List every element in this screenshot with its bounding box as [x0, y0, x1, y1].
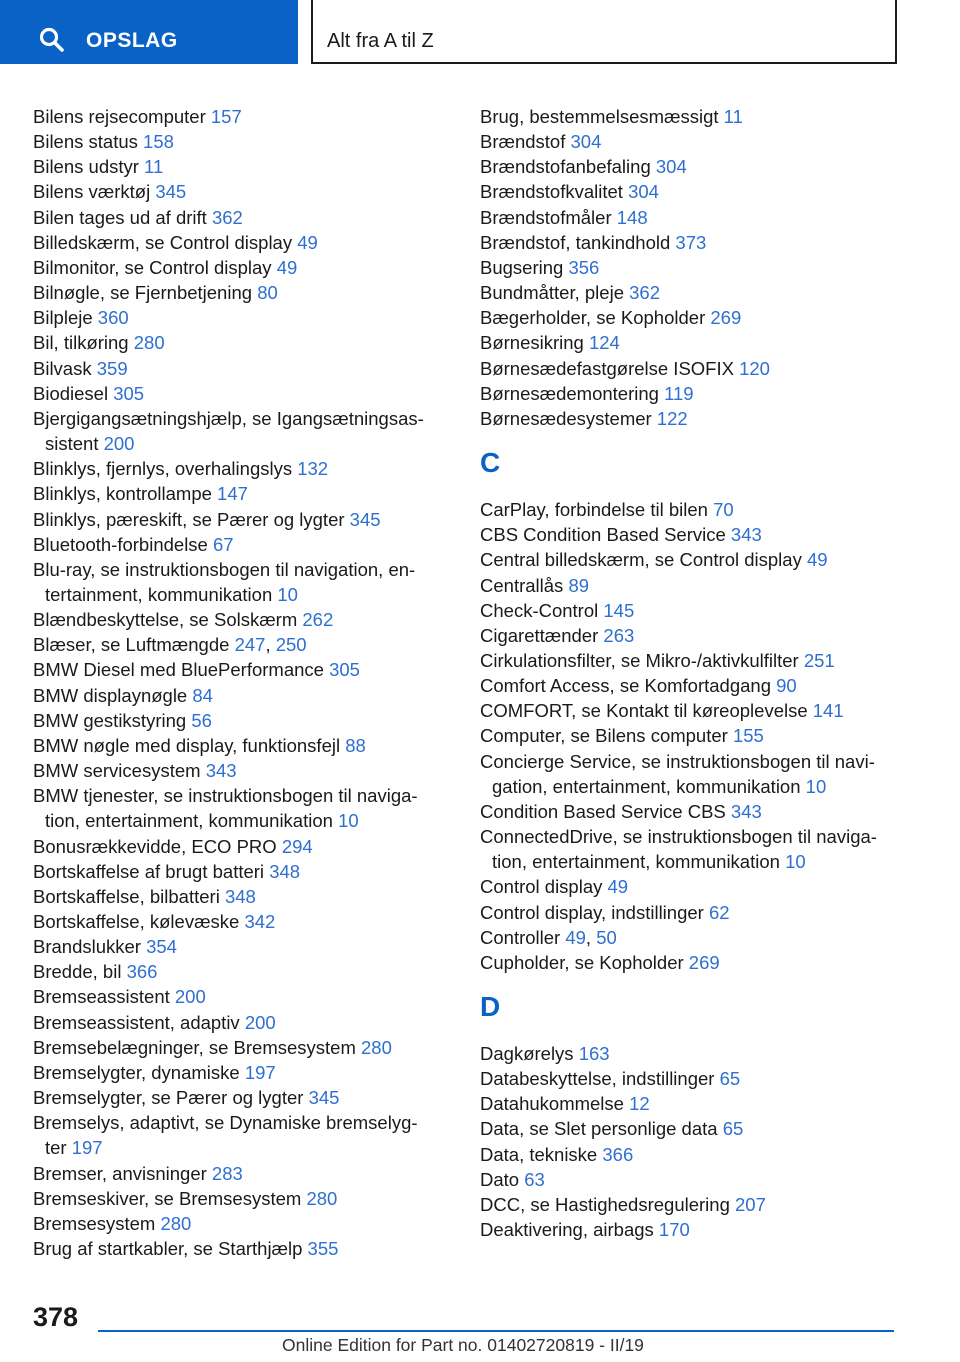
index-entry — [33, 733, 453, 758]
index-entry — [480, 1041, 900, 1066]
index-entry — [480, 205, 900, 230]
footer-divider — [98, 1330, 894, 1332]
page-header — [0, 0, 960, 66]
index-entry — [33, 834, 453, 859]
index-term: Billedskærm, se Control display — [33, 231, 298, 253]
page-ref-link[interactable]: 84 — [192, 684, 213, 706]
page-ref-link[interactable]: 141 — [812, 700, 844, 722]
index-entry — [33, 884, 453, 909]
page-ref-link[interactable]: 89 — [568, 574, 590, 596]
index-entry — [33, 255, 453, 280]
page-ref-link[interactable]: 50 — [596, 926, 617, 948]
index-term: Bilmonitor, se Control display — [33, 256, 277, 278]
page-ref-link[interactable]: 90 — [776, 675, 797, 697]
index-entry — [33, 934, 453, 959]
index-term: Brændstofkvalitet — [480, 181, 629, 203]
index-entry — [480, 1192, 900, 1217]
page-ref-link[interactable]: 163 — [578, 1043, 610, 1064]
index-term: COMFORT, se Kontakt til køreoplevelse — [480, 700, 813, 722]
index-term: Bremselys, adaptivt, se Dynamiske bremselyg- — [33, 1112, 418, 1134]
index-entry — [492, 849, 900, 874]
index-entry — [45, 431, 453, 456]
index-term: Datahukommelse — [480, 1093, 630, 1115]
page-ref-link[interactable]: 65 — [719, 1068, 741, 1090]
page-ref-link[interactable]: 360 — [97, 307, 129, 329]
page-ref-link[interactable]: 269 — [688, 951, 720, 973]
page-ref-link[interactable]: 263 — [603, 624, 635, 646]
index-entry — [33, 1236, 453, 1261]
index-entry — [33, 557, 453, 582]
index-term: Bremseassistent — [33, 986, 175, 1008]
page-ref-link[interactable]: 304 — [628, 181, 659, 203]
index-term: Cirkulationsfilter, se Mikro-/aktivkulfilter — [480, 649, 804, 671]
index-column-left — [33, 104, 453, 1261]
index-term: Brug, bestemmelsesmæssigt — [480, 106, 724, 127]
index-entry — [33, 657, 453, 682]
page-ref-link[interactable]: 157 — [210, 106, 242, 127]
index-entry — [33, 179, 453, 204]
index-term: Brug af startkabler, se Starthjælp — [33, 1238, 308, 1260]
page-ref-link[interactable]: 10 — [338, 810, 359, 832]
index-entry — [480, 900, 900, 925]
page-ref-link[interactable]: 247 — [234, 634, 266, 656]
page-ref-link[interactable]: 148 — [616, 206, 648, 228]
index-entry — [480, 406, 900, 431]
page-ref-link[interactable]: 280 — [361, 1036, 392, 1058]
page-ref-link[interactable]: 155 — [732, 725, 764, 747]
index-entry — [33, 909, 453, 934]
section-title: Alt fra A til Z — [327, 30, 434, 52]
page-ref-link[interactable]: 250 — [275, 634, 307, 656]
index-entry — [480, 280, 900, 305]
page-ref-link[interactable]: 62 — [708, 901, 730, 923]
index-term: Deaktivering, airbags — [480, 1219, 659, 1241]
index-term: BMW nøgle med display, funktionsfejl — [33, 734, 346, 756]
page-ref-link[interactable]: 280 — [133, 332, 165, 354]
index-entry — [480, 356, 900, 381]
index-entry — [480, 1116, 900, 1141]
index-term: Dagkørelys — [480, 1043, 579, 1064]
index-entry — [33, 959, 453, 984]
index-entry — [480, 179, 900, 204]
index-entry — [480, 623, 900, 648]
index-entry — [45, 1135, 453, 1160]
footer-edition: Online Edition for Part no. 01402720819 - II/19 — [282, 1335, 644, 1355]
index-term: Bonusrækkevidde, ECO PRO — [33, 835, 282, 857]
index-entry — [33, 708, 453, 733]
index-term: Bil, tilkøring — [33, 332, 134, 354]
search-icon — [38, 26, 66, 54]
page-ref-link[interactable]: 304 — [655, 156, 687, 178]
index-term: Børnesædemontering — [480, 382, 665, 404]
index-term: Bremseskiver, se Bremsesystem — [33, 1187, 307, 1209]
page-ref-link[interactable]: 342 — [244, 911, 276, 932]
index-entry — [480, 723, 900, 748]
index-term: Blinklys, fjernlys, overhalingslys — [33, 458, 298, 480]
index-entry — [33, 758, 453, 783]
index-entry — [480, 547, 900, 572]
index-term: Blæser, se Luftmængde — [33, 634, 235, 656]
opslag-tab[interactable] — [0, 0, 298, 64]
index-term: Børnesædefastgørelse ISOFIX — [480, 357, 740, 379]
page-ref-link[interactable]: 348 — [224, 885, 256, 907]
index-entry — [33, 1010, 453, 1035]
index-term: Børnesikring — [480, 332, 589, 354]
page-ref-link[interactable]: 366 — [126, 961, 158, 983]
index-term: Bilen tages ud af drift — [33, 206, 212, 228]
index-term: CBS Condition Based Service — [480, 524, 731, 546]
index-term: Bremsesystem — [33, 1212, 161, 1234]
page-ref-link[interactable]: 366 — [602, 1143, 634, 1165]
page-ref-link[interactable]: 170 — [658, 1219, 690, 1241]
index-term: Cigarettænder — [480, 624, 604, 646]
index-entry — [480, 129, 900, 154]
index-term: Bluetooth-forbindelse — [33, 533, 213, 555]
index-entry — [480, 255, 900, 280]
index-entry — [480, 673, 900, 698]
page-ref-link[interactable]: 119 — [664, 382, 694, 404]
index-entry: Controller 49, 50 — [480, 926, 617, 948]
index-term: Control display, indstillinger — [480, 901, 709, 923]
index-term: Computer, se Bilens computer — [480, 725, 733, 747]
index-entry — [480, 950, 900, 975]
index-entry — [33, 481, 453, 506]
index-entry — [33, 1211, 453, 1236]
index-term: Børnesædesystemer — [480, 407, 657, 429]
index-entry — [480, 824, 900, 849]
index-entry — [480, 230, 900, 255]
index-entry — [33, 330, 453, 355]
section-title-box — [311, 0, 897, 64]
index-entry — [480, 874, 900, 899]
index-term: Bilpleje — [33, 307, 98, 329]
index-term: Bilvask — [33, 357, 97, 379]
index-term: Check-Control — [480, 599, 604, 621]
index-entry — [480, 154, 900, 179]
index-entry: Blæser, se Luftmængde 247, 250 — [33, 634, 307, 656]
index-entry — [480, 1142, 900, 1167]
index-entry — [33, 532, 453, 557]
index-term: Brændstof, tankindhold — [480, 231, 676, 253]
index-term: Blinklys, pæreskift, se Pærer og lygter — [33, 508, 350, 530]
page-ref-link[interactable]: 269 — [710, 307, 742, 329]
page-ref-link[interactable]: 88 — [345, 734, 366, 756]
index-entry — [33, 783, 453, 808]
index-entry — [480, 749, 900, 774]
index-entry — [33, 1110, 453, 1135]
page-ref-link[interactable]: 200 — [174, 986, 206, 1008]
index-term: Brændstofmåler — [480, 206, 617, 228]
page-ref-link[interactable]: 207 — [735, 1193, 766, 1215]
index-entry — [33, 607, 453, 632]
page-ref-link[interactable]: 11 — [144, 156, 164, 178]
page-ref-link[interactable]: 251 — [803, 649, 835, 671]
page-ref-link[interactable]: 345 — [155, 181, 187, 203]
page-ref-link[interactable]: 120 — [739, 357, 770, 379]
index-term: sistent — [45, 433, 104, 455]
index-term: Bilens udstyr — [33, 156, 145, 178]
index-term: Blændbeskyttelse, se Solskærm — [33, 609, 303, 631]
index-term: Blu-ray, se instruktionsbogen til navigation, en- — [33, 558, 416, 580]
page-ref-link[interactable]: 49 — [276, 256, 298, 278]
index-term: Cupholder, se Kopholder — [480, 951, 689, 973]
index-letter-heading: C — [480, 447, 501, 479]
index-entry — [492, 774, 900, 799]
page-ref-link[interactable]: 362 — [629, 282, 660, 304]
page-ref-link[interactable]: 158 — [143, 131, 174, 153]
page-ref-link[interactable]: 262 — [302, 609, 334, 631]
index-term: Bortskaffelse, kølevæske — [33, 911, 245, 932]
index-letter-heading: D — [480, 991, 501, 1022]
page-ref-link[interactable]: 354 — [146, 936, 177, 958]
page-ref-link[interactable]: 280 — [306, 1187, 338, 1209]
index-term: Bremselygter, dynamiske — [33, 1061, 245, 1083]
index-term: Controller — [480, 926, 566, 948]
index-entry — [33, 507, 453, 532]
page-ref-link[interactable]: 65 — [722, 1118, 744, 1140]
index-entry — [45, 808, 453, 833]
page-ref-link[interactable]: 49 — [297, 231, 318, 253]
page-ref-link[interactable]: 343 — [205, 760, 237, 782]
index-term: Brændstof — [480, 131, 571, 153]
page-ref-link[interactable]: 348 — [269, 860, 301, 882]
index-term: Condition Based Service CBS — [480, 800, 731, 822]
index-term: Bugsering — [480, 256, 569, 278]
index-term: Data, se Slet personlige data — [480, 1118, 723, 1140]
index-term: BMW displaynøgle — [33, 684, 193, 706]
page-ref-link[interactable]: 362 — [211, 206, 243, 228]
page-ref-link[interactable]: 12 — [629, 1093, 650, 1115]
index-entry — [480, 799, 900, 824]
index-entry — [480, 1091, 900, 1116]
index-entry — [480, 330, 900, 355]
page-ref-link[interactable]: 10 — [785, 851, 806, 873]
page-ref-link[interactable]: 283 — [211, 1162, 243, 1184]
index-entry — [480, 1217, 900, 1242]
index-term: CarPlay, forbindelse til bilen — [480, 499, 714, 521]
index-entry — [33, 406, 453, 431]
index-term: Bremsebelægninger, se Bremsesystem — [33, 1036, 361, 1058]
index-term: Bredde, bil — [33, 961, 127, 983]
index-entry — [33, 305, 453, 330]
page-ref-link[interactable]: 49 — [607, 876, 629, 898]
index-entry — [480, 1066, 900, 1091]
page-ref-link[interactable]: 345 — [308, 1087, 340, 1109]
index-entry — [33, 104, 453, 129]
index-term: Bortskaffelse, bilbatteri — [33, 885, 225, 907]
page-ref-link[interactable]: 147 — [217, 483, 248, 505]
index-entry — [33, 456, 453, 481]
index-term: Bremselygter, se Pærer og lygter — [33, 1087, 309, 1109]
index-term: tertainment, kommunikation — [45, 583, 278, 605]
page-ref-link[interactable]: 356 — [568, 256, 600, 278]
page-ref-link[interactable]: 200 — [103, 433, 135, 455]
page-ref-link[interactable]: 355 — [307, 1238, 339, 1260]
index-term: Biodiesel — [33, 382, 114, 404]
index-term: BMW tjenester, se instruktionsbogen til naviga- — [33, 785, 418, 807]
tab-label: OPSLAG — [86, 29, 178, 52]
page-ref-link[interactable]: 49 — [806, 549, 828, 571]
index-term: Bilens status — [33, 131, 144, 153]
index-entry — [33, 129, 453, 154]
index-entry — [33, 1161, 453, 1186]
index-term: Dato — [480, 1168, 525, 1190]
index-entry — [45, 582, 453, 607]
page-ref-link[interactable]: 294 — [281, 835, 313, 857]
index-entry — [480, 1167, 900, 1192]
page-ref-link[interactable]: 49 — [565, 926, 586, 948]
index-entry — [480, 104, 900, 129]
page-ref-link[interactable]: 345 — [349, 508, 381, 530]
index-term: Comfort Access, se Komfortadgang — [480, 675, 777, 697]
page-ref-link[interactable]: 122 — [656, 407, 688, 429]
index-term: BMW Diesel med BluePerformance — [33, 659, 330, 681]
page-ref-link[interactable]: 197 — [71, 1137, 103, 1159]
page-ref-link[interactable]: 343 — [730, 800, 762, 822]
index-entry — [480, 497, 900, 522]
page-ref-link[interactable]: 200 — [244, 1011, 276, 1033]
index-term: Brændstofanbefaling — [480, 156, 656, 178]
page-ref-link[interactable]: 63 — [524, 1168, 545, 1190]
page-ref-link[interactable]: 145 — [603, 599, 635, 621]
index-term: Centrallås — [480, 574, 569, 596]
index-term: Concierge Service, se instruktionsbogen til navi- — [480, 750, 875, 772]
index-term: Bundmåtter, pleje — [480, 282, 630, 304]
page-ref-link[interactable]: 132 — [297, 458, 329, 480]
page-ref-link[interactable]: 305 — [329, 659, 360, 681]
index-entry — [480, 648, 900, 673]
index-entry — [33, 154, 453, 179]
index-term: Databeskyttelse, indstillinger — [480, 1068, 720, 1090]
index-term: Blinklys, kontrollampe — [33, 483, 218, 505]
index-entry — [480, 381, 900, 406]
index-term: tion, entertainment, kommunikation — [45, 810, 339, 832]
index-entry — [33, 984, 453, 1009]
index-entry — [33, 230, 453, 255]
index-entry — [33, 683, 453, 708]
page-ref-link[interactable]: 304 — [570, 131, 602, 153]
index-term: Bægerholder, se Kopholder — [480, 307, 711, 329]
index-term: DCC, se Hastighedsregulering — [480, 1193, 736, 1215]
page-ref-link[interactable]: 70 — [713, 499, 734, 521]
index-entry — [480, 598, 900, 623]
index-entry — [33, 1060, 453, 1085]
index-entry — [480, 522, 900, 547]
page-ref-link[interactable]: 197 — [244, 1061, 276, 1083]
index-entry — [480, 573, 900, 598]
page-ref-link[interactable]: 10 — [805, 775, 827, 797]
page-ref-link[interactable]: 10 — [277, 583, 298, 605]
page-ref-link[interactable]: 359 — [96, 357, 128, 379]
index-term: ConnectedDrive, se instruktionsbogen til naviga- — [480, 826, 877, 848]
page-ref-link[interactable]: 11 — [723, 106, 743, 127]
page-ref-link[interactable]: 280 — [160, 1212, 192, 1234]
index-term: Bremser, anvisninger — [33, 1162, 212, 1184]
index-term: Data, tekniske — [480, 1143, 603, 1165]
index-term: tion, entertainment, kommunikation — [492, 851, 786, 873]
page-ref-link[interactable]: 56 — [191, 709, 212, 731]
index-entry — [33, 381, 453, 406]
index-entry — [33, 1035, 453, 1060]
index-entry — [33, 1186, 453, 1211]
page-ref-link[interactable]: 343 — [730, 524, 762, 546]
page-ref-link[interactable]: 124 — [588, 332, 620, 354]
page-ref-link[interactable]: 373 — [675, 231, 707, 253]
index-term: gation, entertainment, kommunikation — [492, 775, 806, 797]
index-term: Bremseassistent, adaptiv — [33, 1011, 245, 1033]
page-ref-link[interactable]: 67 — [212, 533, 234, 555]
page-number: 378 — [33, 1302, 79, 1332]
index-entry — [480, 698, 900, 723]
index-entry — [33, 356, 453, 381]
index-term: BMW gestikstyring — [33, 709, 192, 731]
index-term: ter — [45, 1137, 72, 1159]
index-term: Bortskaffelse af brugt batteri — [33, 860, 270, 882]
index-term: Bilens værktøj — [33, 181, 156, 203]
index-term: Control display — [480, 876, 608, 898]
index-entry — [33, 205, 453, 230]
index-entry — [33, 859, 453, 884]
index-term: Bilnøgle, se Fjernbetjening — [33, 282, 258, 304]
index-term: BMW servicesystem — [33, 760, 206, 782]
index-entry — [33, 1085, 453, 1110]
index-entry — [480, 305, 900, 330]
index-entry — [33, 280, 453, 305]
index-term: Bilens rejsecomputer — [33, 106, 211, 127]
page-ref-link[interactable]: 80 — [257, 282, 278, 304]
page-ref-link[interactable]: 305 — [113, 382, 145, 404]
index-term: Bjergigangsætningshjælp, se Igangsætningsas- — [33, 407, 424, 429]
index-term: Brandslukker — [33, 936, 147, 958]
index-column-right — [480, 104, 900, 1242]
index-term: Central billedskærm, se Control display — [480, 549, 807, 571]
